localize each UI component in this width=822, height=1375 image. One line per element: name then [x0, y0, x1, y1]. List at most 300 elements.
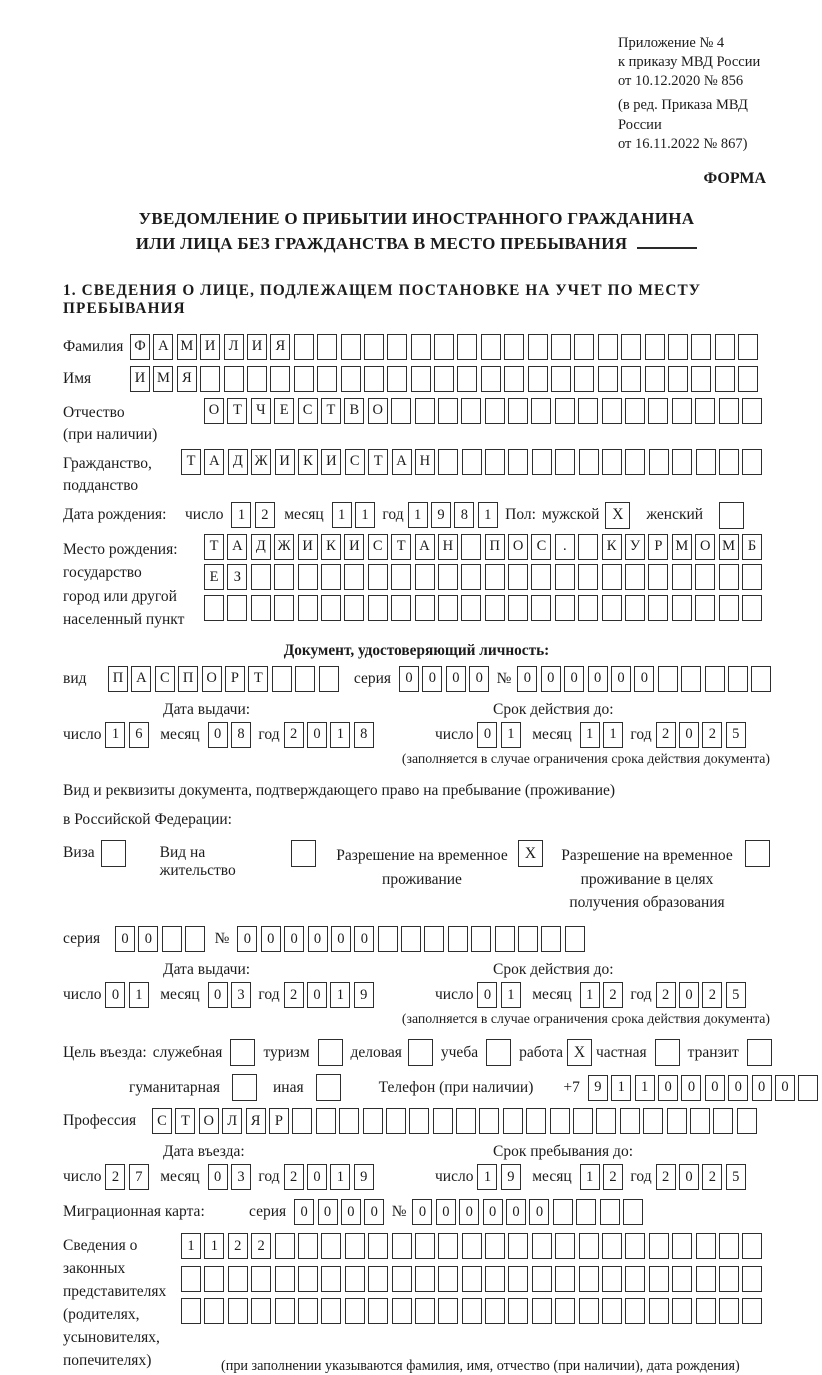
char-box[interactable]	[574, 334, 594, 360]
char-box[interactable]	[742, 449, 762, 475]
char-box[interactable]: Б	[742, 534, 762, 560]
char-box[interactable]	[696, 1266, 716, 1292]
char-box[interactable]: 1	[330, 982, 350, 1008]
char-box[interactable]: Я	[270, 334, 290, 360]
char-box[interactable]	[649, 449, 669, 475]
char-box[interactable]	[204, 595, 224, 621]
char-box[interactable]: 0	[436, 1199, 456, 1225]
char-box[interactable]	[579, 1298, 599, 1324]
sex-male-checkbox[interactable]: X	[605, 502, 630, 529]
char-box[interactable]: А	[204, 449, 224, 475]
char-box[interactable]	[751, 666, 771, 692]
char-box[interactable]: 0	[237, 926, 257, 952]
char-box[interactable]	[317, 334, 337, 360]
char-box[interactable]	[691, 334, 711, 360]
char-box[interactable]: 0	[399, 666, 419, 692]
char-box[interactable]	[321, 1266, 341, 1292]
purpose-humanitarian-checkbox[interactable]	[232, 1074, 257, 1101]
char-box[interactable]	[298, 1233, 318, 1259]
char-box[interactable]	[339, 1108, 359, 1134]
char-box[interactable]	[555, 1266, 575, 1292]
char-box[interactable]: 2	[656, 982, 676, 1008]
char-box[interactable]	[602, 449, 622, 475]
char-box[interactable]	[600, 1199, 620, 1225]
char-box[interactable]: 0	[307, 722, 327, 748]
char-box[interactable]	[553, 1199, 573, 1225]
char-box[interactable]: В	[344, 398, 364, 424]
char-box[interactable]: С	[345, 449, 365, 475]
char-box[interactable]	[438, 1298, 458, 1324]
char-box[interactable]	[621, 366, 641, 392]
char-box[interactable]	[294, 334, 314, 360]
char-box[interactable]: Е	[204, 564, 224, 590]
char-box[interactable]: 0	[208, 1164, 228, 1190]
char-box[interactable]	[579, 449, 599, 475]
char-box[interactable]: С	[152, 1108, 172, 1134]
char-box[interactable]: 1	[330, 1164, 350, 1190]
char-box[interactable]	[531, 398, 551, 424]
char-box[interactable]	[696, 1298, 716, 1324]
char-box[interactable]: 1	[580, 1164, 600, 1190]
char-box[interactable]: А	[227, 534, 247, 560]
purpose-transit-checkbox[interactable]	[747, 1039, 772, 1066]
char-box[interactable]	[573, 1108, 593, 1134]
char-box[interactable]	[620, 1108, 640, 1134]
char-box[interactable]	[392, 1266, 412, 1292]
char-box[interactable]	[742, 1298, 762, 1324]
char-box[interactable]	[531, 595, 551, 621]
char-box[interactable]: 1	[355, 502, 375, 528]
char-box[interactable]	[411, 334, 431, 360]
char-box[interactable]	[696, 1233, 716, 1259]
char-box[interactable]: Т	[227, 398, 247, 424]
char-box[interactable]	[298, 595, 318, 621]
char-box[interactable]	[541, 926, 561, 952]
char-box[interactable]: 0	[341, 1199, 361, 1225]
char-box[interactable]: М	[672, 534, 692, 560]
char-box[interactable]: 9	[354, 982, 374, 1008]
char-box[interactable]	[625, 398, 645, 424]
char-box[interactable]	[648, 398, 668, 424]
char-box[interactable]	[270, 366, 290, 392]
char-box[interactable]	[448, 926, 468, 952]
char-box[interactable]: 0	[307, 982, 327, 1008]
char-box[interactable]: Л	[224, 334, 244, 360]
char-box[interactable]: 2	[255, 502, 275, 528]
char-box[interactable]	[738, 366, 758, 392]
char-box[interactable]: 9	[354, 1164, 374, 1190]
char-box[interactable]	[392, 1233, 412, 1259]
char-box[interactable]: 2	[251, 1233, 271, 1259]
char-box[interactable]	[578, 534, 598, 560]
char-box[interactable]: Л	[222, 1108, 242, 1134]
char-box[interactable]	[625, 1266, 645, 1292]
char-box[interactable]	[719, 1298, 739, 1324]
char-box[interactable]: О	[508, 534, 528, 560]
char-box[interactable]	[719, 1266, 739, 1292]
char-box[interactable]	[298, 564, 318, 590]
char-box[interactable]	[648, 564, 668, 590]
char-box[interactable]	[602, 1266, 622, 1292]
char-box[interactable]	[623, 1199, 643, 1225]
char-box[interactable]	[602, 1233, 622, 1259]
char-box[interactable]	[531, 564, 551, 590]
purpose-study-checkbox[interactable]	[486, 1039, 511, 1066]
char-box[interactable]	[643, 1108, 663, 1134]
char-box[interactable]	[319, 666, 339, 692]
char-box[interactable]: 0	[775, 1075, 795, 1101]
char-box[interactable]	[251, 1298, 271, 1324]
char-box[interactable]	[532, 1233, 552, 1259]
sex-female-checkbox[interactable]	[719, 502, 744, 529]
char-box[interactable]	[185, 926, 205, 952]
char-box[interactable]: И	[247, 334, 267, 360]
char-box[interactable]: Т	[175, 1108, 195, 1134]
char-box[interactable]: М	[177, 334, 197, 360]
char-box[interactable]	[368, 564, 388, 590]
char-box[interactable]: П	[178, 666, 198, 692]
char-box[interactable]: 1	[330, 722, 350, 748]
char-box[interactable]	[364, 334, 384, 360]
char-box[interactable]	[424, 926, 444, 952]
char-box[interactable]	[518, 926, 538, 952]
char-box[interactable]	[251, 1266, 271, 1292]
char-box[interactable]	[504, 334, 524, 360]
char-box[interactable]	[295, 666, 315, 692]
char-box[interactable]	[672, 1266, 692, 1292]
char-box[interactable]: 7	[129, 1164, 149, 1190]
char-box[interactable]: 5	[726, 982, 746, 1008]
char-box[interactable]	[274, 595, 294, 621]
char-box[interactable]	[555, 1233, 575, 1259]
char-box[interactable]: 0	[412, 1199, 432, 1225]
char-box[interactable]: П	[485, 534, 505, 560]
char-box[interactable]: Н	[438, 534, 458, 560]
char-box[interactable]: 0	[422, 666, 442, 692]
char-box[interactable]: 0	[446, 666, 466, 692]
char-box[interactable]	[341, 334, 361, 360]
char-box[interactable]	[555, 449, 575, 475]
char-box[interactable]	[485, 564, 505, 590]
char-box[interactable]	[275, 1266, 295, 1292]
char-box[interactable]	[649, 1233, 669, 1259]
char-box[interactable]	[204, 1266, 224, 1292]
temp-residence-education-checkbox[interactable]	[745, 840, 770, 867]
char-box[interactable]: 3	[231, 1164, 251, 1190]
char-box[interactable]	[433, 1108, 453, 1134]
char-box[interactable]	[386, 1108, 406, 1134]
char-box[interactable]	[345, 1266, 365, 1292]
char-box[interactable]	[668, 334, 688, 360]
char-box[interactable]: И	[200, 334, 220, 360]
char-box[interactable]	[481, 334, 501, 360]
char-box[interactable]: Р	[225, 666, 245, 692]
char-box[interactable]	[508, 1233, 528, 1259]
char-box[interactable]: 9	[588, 1075, 608, 1101]
char-box[interactable]	[696, 449, 716, 475]
char-box[interactable]: Т	[181, 449, 201, 475]
char-box[interactable]: О	[202, 666, 222, 692]
char-box[interactable]: 0	[354, 926, 374, 952]
char-box[interactable]: О	[204, 398, 224, 424]
char-box[interactable]	[625, 1298, 645, 1324]
char-box[interactable]: 1	[204, 1233, 224, 1259]
char-box[interactable]: О	[199, 1108, 219, 1134]
char-box[interactable]	[471, 926, 491, 952]
char-box[interactable]	[576, 1199, 596, 1225]
char-box[interactable]	[528, 334, 548, 360]
char-box[interactable]	[526, 1108, 546, 1134]
char-box[interactable]: С	[298, 398, 318, 424]
char-box[interactable]	[298, 1266, 318, 1292]
char-box[interactable]	[485, 398, 505, 424]
char-box[interactable]	[625, 595, 645, 621]
char-box[interactable]: 8	[354, 722, 374, 748]
char-box[interactable]: 2	[105, 1164, 125, 1190]
char-box[interactable]	[695, 564, 715, 590]
char-box[interactable]	[292, 1108, 312, 1134]
char-box[interactable]	[457, 366, 477, 392]
char-box[interactable]	[415, 1266, 435, 1292]
char-box[interactable]	[719, 595, 739, 621]
char-box[interactable]	[321, 1233, 341, 1259]
char-box[interactable]	[461, 564, 481, 590]
char-box[interactable]: 2	[228, 1233, 248, 1259]
char-box[interactable]	[602, 1298, 622, 1324]
char-box[interactable]: 1	[580, 982, 600, 1008]
char-box[interactable]	[181, 1298, 201, 1324]
char-box[interactable]	[251, 564, 271, 590]
char-box[interactable]: С	[531, 534, 551, 560]
char-box[interactable]: 0	[679, 982, 699, 1008]
char-box[interactable]: А	[415, 534, 435, 560]
char-box[interactable]	[645, 366, 665, 392]
char-box[interactable]	[456, 1108, 476, 1134]
char-box[interactable]: 0	[459, 1199, 479, 1225]
char-box[interactable]	[565, 926, 585, 952]
char-box[interactable]: А	[153, 334, 173, 360]
char-box[interactable]: 0	[105, 982, 125, 1008]
char-box[interactable]	[438, 595, 458, 621]
char-box[interactable]	[713, 1108, 733, 1134]
char-box[interactable]: 0	[564, 666, 584, 692]
char-box[interactable]: 0	[588, 666, 608, 692]
char-box[interactable]	[368, 595, 388, 621]
char-box[interactable]: .	[555, 534, 575, 560]
char-box[interactable]: 0	[611, 666, 631, 692]
char-box[interactable]: 1	[501, 722, 521, 748]
char-box[interactable]	[345, 1233, 365, 1259]
char-box[interactable]: С	[155, 666, 175, 692]
char-box[interactable]: 6	[129, 722, 149, 748]
char-box[interactable]	[461, 398, 481, 424]
char-box[interactable]: Ж	[274, 534, 294, 560]
char-box[interactable]	[321, 595, 341, 621]
char-box[interactable]: 2	[656, 722, 676, 748]
char-box[interactable]	[579, 1233, 599, 1259]
char-box[interactable]: 0	[284, 926, 304, 952]
char-box[interactable]	[485, 595, 505, 621]
char-box[interactable]	[742, 398, 762, 424]
char-box[interactable]	[555, 595, 575, 621]
char-box[interactable]: 0	[728, 1075, 748, 1101]
char-box[interactable]	[401, 926, 421, 952]
char-box[interactable]	[462, 449, 482, 475]
char-box[interactable]	[438, 449, 458, 475]
char-box[interactable]: 0	[138, 926, 158, 952]
char-box[interactable]	[344, 595, 364, 621]
char-box[interactable]: 2	[284, 722, 304, 748]
char-box[interactable]: А	[392, 449, 412, 475]
char-box[interactable]: Р	[269, 1108, 289, 1134]
char-box[interactable]: 0	[331, 926, 351, 952]
char-box[interactable]	[415, 595, 435, 621]
char-box[interactable]	[649, 1298, 669, 1324]
char-box[interactable]	[672, 449, 692, 475]
temp-residence-checkbox[interactable]: X	[518, 840, 543, 867]
char-box[interactable]: 2	[702, 1164, 722, 1190]
char-box[interactable]: 5	[726, 722, 746, 748]
char-box[interactable]	[368, 1266, 388, 1292]
char-box[interactable]: 9	[501, 1164, 521, 1190]
char-box[interactable]	[275, 1233, 295, 1259]
char-box[interactable]: С	[368, 534, 388, 560]
char-box[interactable]	[415, 1233, 435, 1259]
char-box[interactable]	[528, 366, 548, 392]
char-box[interactable]	[204, 1298, 224, 1324]
char-box[interactable]	[272, 666, 292, 692]
char-box[interactable]	[368, 1298, 388, 1324]
char-box[interactable]	[363, 1108, 383, 1134]
char-box[interactable]	[667, 1108, 687, 1134]
char-box[interactable]: 0	[364, 1199, 384, 1225]
char-box[interactable]: О	[695, 534, 715, 560]
char-box[interactable]	[532, 1266, 552, 1292]
char-box[interactable]	[681, 666, 701, 692]
char-box[interactable]	[317, 366, 337, 392]
char-box[interactable]	[274, 564, 294, 590]
char-box[interactable]: 0	[469, 666, 489, 692]
char-box[interactable]	[392, 1298, 412, 1324]
char-box[interactable]: Я	[246, 1108, 266, 1134]
char-box[interactable]	[508, 449, 528, 475]
char-box[interactable]	[508, 1266, 528, 1292]
char-box[interactable]	[598, 366, 618, 392]
char-box[interactable]: 0	[658, 1075, 678, 1101]
char-box[interactable]: Р	[648, 534, 668, 560]
char-box[interactable]	[415, 398, 435, 424]
char-box[interactable]	[387, 366, 407, 392]
char-box[interactable]	[485, 449, 505, 475]
char-box[interactable]	[719, 398, 739, 424]
purpose-business-checkbox[interactable]	[408, 1039, 433, 1066]
char-box[interactable]	[555, 398, 575, 424]
char-box[interactable]: Н	[415, 449, 435, 475]
char-box[interactable]	[672, 1298, 692, 1324]
char-box[interactable]: 0	[517, 666, 537, 692]
char-box[interactable]: 0	[634, 666, 654, 692]
char-box[interactable]	[742, 1233, 762, 1259]
char-box[interactable]	[275, 1298, 295, 1324]
char-box[interactable]	[228, 1298, 248, 1324]
char-box[interactable]: 8	[454, 502, 474, 528]
char-box[interactable]: 5	[726, 1164, 746, 1190]
purpose-tourism-checkbox[interactable]	[318, 1039, 343, 1066]
char-box[interactable]	[298, 1298, 318, 1324]
char-box[interactable]: 0	[705, 1075, 725, 1101]
char-box[interactable]: 0	[294, 1199, 314, 1225]
char-box[interactable]	[715, 366, 735, 392]
char-box[interactable]	[409, 1108, 429, 1134]
char-box[interactable]: 2	[656, 1164, 676, 1190]
char-box[interactable]	[742, 1266, 762, 1292]
char-box[interactable]: 1	[105, 722, 125, 748]
char-box[interactable]: 0	[679, 722, 699, 748]
char-box[interactable]: Т	[368, 449, 388, 475]
char-box[interactable]	[485, 1266, 505, 1292]
char-box[interactable]	[378, 926, 398, 952]
char-box[interactable]	[672, 564, 692, 590]
char-box[interactable]	[621, 334, 641, 360]
char-box[interactable]	[462, 1298, 482, 1324]
char-box[interactable]: 9	[431, 502, 451, 528]
char-box[interactable]	[579, 1266, 599, 1292]
char-box[interactable]	[672, 595, 692, 621]
char-box[interactable]: К	[602, 534, 622, 560]
char-box[interactable]: 2	[603, 982, 623, 1008]
char-box[interactable]: 8	[231, 722, 251, 748]
char-box[interactable]	[649, 1266, 669, 1292]
char-box[interactable]	[658, 666, 678, 692]
char-box[interactable]: 1	[580, 722, 600, 748]
char-box[interactable]: 1	[603, 722, 623, 748]
char-box[interactable]: 1	[611, 1075, 631, 1101]
char-box[interactable]	[495, 926, 515, 952]
char-box[interactable]: И	[344, 534, 364, 560]
char-box[interactable]	[508, 1298, 528, 1324]
char-box[interactable]: У	[625, 534, 645, 560]
char-box[interactable]	[695, 398, 715, 424]
char-box[interactable]: Т	[321, 398, 341, 424]
char-box[interactable]	[625, 1233, 645, 1259]
char-box[interactable]	[648, 595, 668, 621]
char-box[interactable]	[578, 398, 598, 424]
char-box[interactable]	[550, 1108, 570, 1134]
char-box[interactable]	[479, 1108, 499, 1134]
char-box[interactable]: Ф	[130, 334, 150, 360]
char-box[interactable]	[532, 1298, 552, 1324]
char-box[interactable]: 2	[284, 1164, 304, 1190]
char-box[interactable]	[364, 366, 384, 392]
char-box[interactable]: 0	[308, 926, 328, 952]
char-box[interactable]	[228, 1266, 248, 1292]
char-box[interactable]: Т	[204, 534, 224, 560]
char-box[interactable]	[625, 449, 645, 475]
char-box[interactable]: М	[153, 366, 173, 392]
char-box[interactable]: 0	[529, 1199, 549, 1225]
char-box[interactable]	[485, 1298, 505, 1324]
char-box[interactable]	[457, 334, 477, 360]
char-box[interactable]	[555, 564, 575, 590]
char-box[interactable]	[508, 595, 528, 621]
char-box[interactable]: 0	[208, 722, 228, 748]
char-box[interactable]: И	[298, 534, 318, 560]
char-box[interactable]	[672, 1233, 692, 1259]
char-box[interactable]	[508, 564, 528, 590]
char-box[interactable]	[738, 334, 758, 360]
char-box[interactable]: 0	[681, 1075, 701, 1101]
char-box[interactable]	[602, 564, 622, 590]
